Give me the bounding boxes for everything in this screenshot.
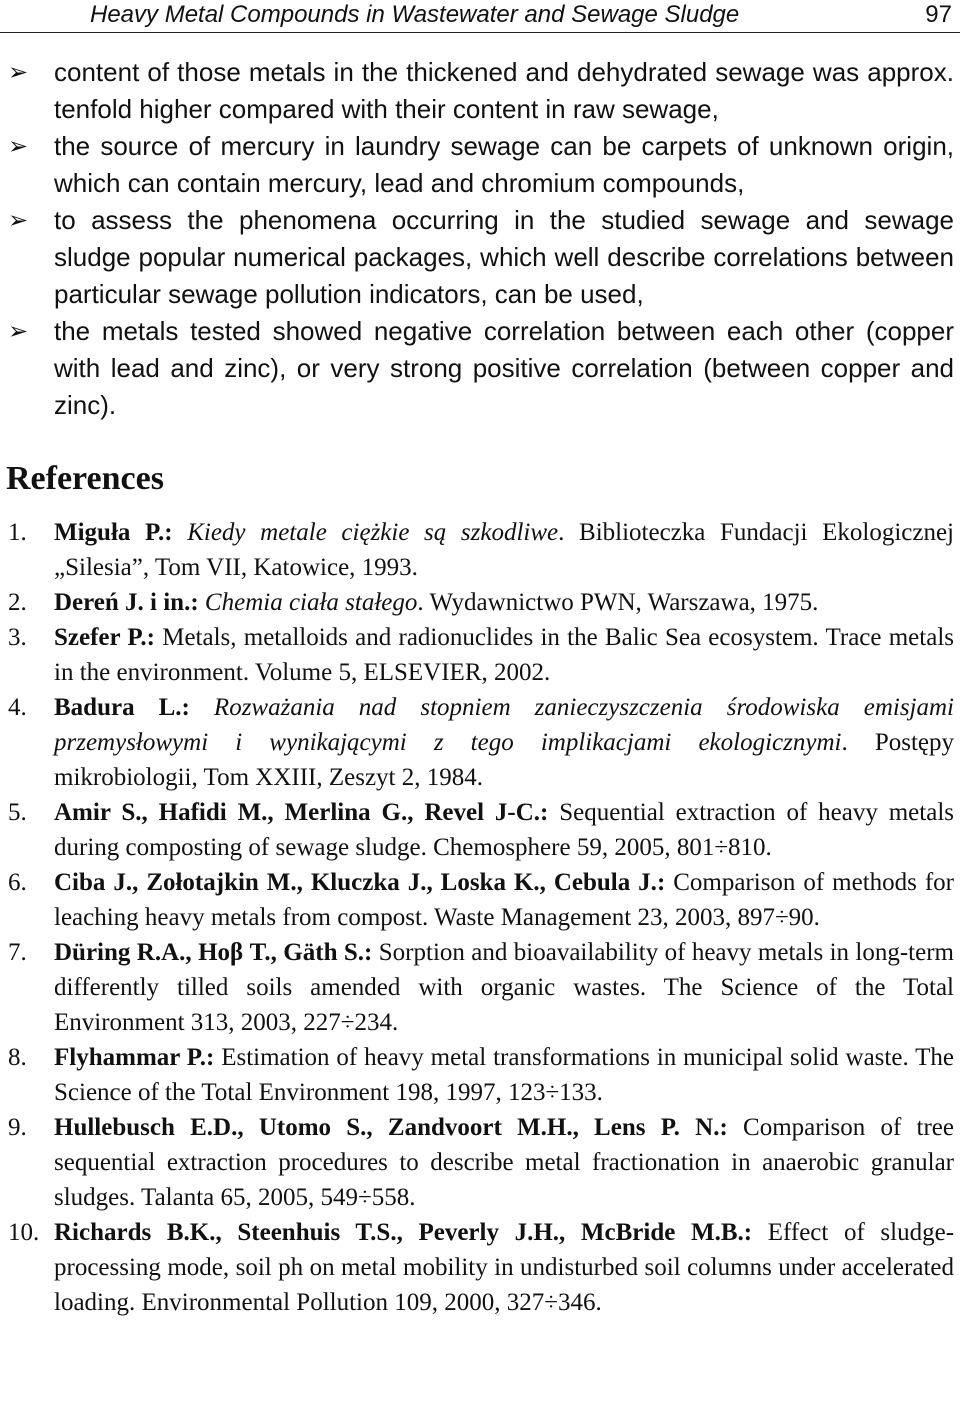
- reference-item: [0, 620, 960, 690]
- references-list: [0, 515, 960, 1320]
- reference-source: Sequential extraction of heavy metals during composting of sewage sludge. Chemosphere 59, 2005, 801÷810.: [54, 799, 954, 861]
- reference-separator: :: [743, 1219, 768, 1246]
- reference-item: [0, 585, 960, 620]
- running-header-title: Heavy Metal Compounds in Wastewater and Sewage Sludge: [90, 1, 740, 28]
- bullet-item: [0, 313, 960, 424]
- reference-title: Chemia ciała stałego: [204, 589, 418, 616]
- reference-number: 10.: [8, 1219, 40, 1246]
- reference-item: [0, 795, 960, 865]
- reference-title: Kiedy metale ciężkie są szkodliwe: [187, 519, 559, 546]
- reference-number: 6.: [8, 869, 27, 896]
- reference-item: [0, 1215, 960, 1320]
- reference-number: 2.: [8, 589, 27, 616]
- reference-separator: :: [364, 939, 379, 966]
- running-header: [0, 0, 960, 33]
- reference-number: 9.: [8, 1114, 27, 1141]
- bullet-text: content of those metals in the thickened and dehydrated sewage was approx. tenfold higher compared with their content in raw sewage,: [54, 57, 954, 124]
- reference-separator: :: [656, 869, 674, 896]
- reference-item: [0, 935, 960, 1040]
- reference-item: [0, 1110, 960, 1215]
- reference-source: Effect of sludge-processing mode, soil ph on metal mobility in undisturbed soil columns under accelerated loading. Environmental Pollution 109, 2000, 327÷346.: [54, 1219, 955, 1316]
- reference-authors: Flyhammar P.: [54, 1044, 207, 1071]
- reference-separator: :: [146, 624, 163, 651]
- reference-number: 1.: [8, 519, 27, 546]
- reference-authors: Richards B.K., Steenhuis T.S., Peverly J.H., McBride M.B.: [54, 1219, 744, 1246]
- reference-number: 5.: [8, 799, 27, 826]
- reference-separator: :: [540, 799, 560, 826]
- reference-authors: Amir S., Hafidi M., Merlina G., Revel J-C.: [54, 799, 541, 826]
- references-heading: References: [6, 460, 164, 497]
- reference-number: 8.: [8, 1044, 27, 1071]
- arrow-bullet-icon: ➢: [8, 207, 29, 234]
- reference-title: Rozważania nad stopniem zanieczyszczenia środowiska emisjami przemysłowymi i wynikającymi z tego implikacjami ekologicznymi: [54, 694, 954, 756]
- reference-authors: Dereń J. i in.: [54, 589, 191, 616]
- reference-source: . Wydawnictwo PWN, Warszawa, 1975.: [417, 589, 819, 616]
- arrow-bullet-icon: ➢: [8, 133, 29, 160]
- reference-separator: :: [181, 694, 214, 721]
- reference-item: [0, 1040, 960, 1110]
- reference-source: . Biblioteczka Fundacji Ekologicznej „Silesia”, Tom VII, Katowice, 1993.: [54, 519, 955, 581]
- reference-item: [0, 865, 960, 935]
- bullet-item: [0, 128, 960, 202]
- arrow-bullet-icon: ➢: [8, 59, 29, 86]
- bullet-text: the metals tested showed negative correlation between each other (copper with lead and zinc), or very strong positive correlation (between copper and zinc).: [54, 316, 954, 420]
- reference-item: [0, 690, 960, 795]
- reference-authors: Düring R.A., Hoβ T., Gäth S.: [54, 939, 365, 966]
- reference-source: Comparison of tree sequential extraction procedures to describe metal fractionation in anaerobic granular sludges. Talanta 65, 2005, 549÷558.: [54, 1114, 955, 1211]
- reference-source: . Postępy mikrobiologii, Tom XXIII, Zeszyt 2, 1984.: [54, 729, 954, 791]
- reference-authors: Hullebusch E.D., Utomo S., Zandvoort M.H., Lens P. N.: [54, 1114, 720, 1141]
- reference-source: Sorption and bioavailability of heavy metals in long-term differently tilled soils amended with organic wastes. The Science of the Total Environment 313, 2003, 227÷234.: [54, 939, 954, 1036]
- page-number: 97: [925, 1, 952, 28]
- bullet-item: [0, 54, 960, 128]
- bullet-text: the source of mercury in laundry sewage can be carpets of unknown origin, which can contain mercury, lead and chromium compounds,: [54, 131, 954, 198]
- bullet-item: [0, 202, 960, 313]
- reference-item: [0, 515, 960, 585]
- reference-authors: Miguła P.: [54, 519, 165, 546]
- reference-number: 7.: [8, 939, 27, 966]
- reference-authors: Ciba J., Zołotajkin M., Kluczka J., Loska K., Cebula J.: [54, 869, 657, 896]
- reference-authors: Badura L.: [54, 694, 182, 721]
- reference-separator: :: [719, 1114, 744, 1141]
- reference-number: 3.: [8, 624, 27, 651]
- reference-separator: :: [206, 1044, 222, 1071]
- reference-separator: :: [190, 589, 205, 616]
- reference-source: Comparison of methods for leaching heavy metals from compost. Waste Management 23, 2003, 897÷90.: [54, 869, 954, 931]
- reference-authors: Szefer P.: [54, 624, 147, 651]
- reference-source: Estimation of heavy metal transformations in municipal solid waste. The Science of the Total Environment 198, 1997, 123÷133.: [54, 1044, 954, 1106]
- arrow-bullet-icon: ➢: [8, 318, 29, 345]
- reference-separator: :: [164, 519, 188, 546]
- reference-source: Metals, metalloids and radionuclides in the Balic Sea ecosystem. Trace metals in the environment. Volume 5, ELSEVIER, 2002.: [54, 624, 954, 686]
- bullet-text: to assess the phenomena occurring in the studied sewage and sewage sludge popular numerical packages, which well describe correlations between particular sewage pollution indicators, can be used,: [54, 205, 954, 309]
- reference-number: 4.: [8, 694, 27, 721]
- conclusions-bullet-list: [0, 54, 960, 424]
